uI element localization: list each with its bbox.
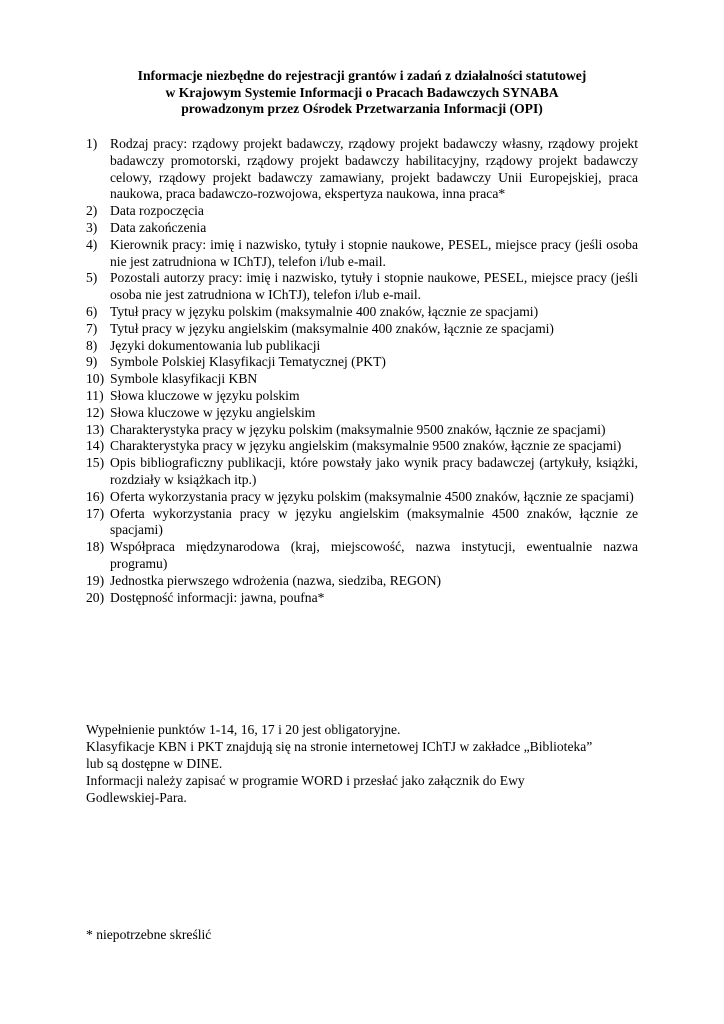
- list-item: [86, 237, 638, 271]
- obligatory-note: Wypełnienie punktów 1-14, 16, 17 i 20 jest obligatoryjne.: [86, 722, 401, 737]
- list-item: [86, 270, 638, 304]
- title-line-2: w Krajowym Systemie Informacji o Pracach Badawczych SYNABA: [165, 84, 559, 100]
- list-item: [86, 371, 638, 388]
- list-item: [86, 506, 638, 540]
- list-item: [86, 422, 638, 439]
- item-number: 17): [86, 505, 105, 521]
- item-text: Charakterystyka pracy w języku angielskim (maksymalnie 9500 znaków, łącznie ze spacjami): [110, 438, 622, 454]
- item-text: Tytuł pracy w języku angielskim (maksymalnie 400 znaków, łącznie ze spacjami): [110, 320, 554, 336]
- title-line-3: prowadzonym przez Ośrodek Przetwarzania Informacji (OPI): [181, 101, 543, 116]
- footnote: * niepotrzebne skreślić: [86, 927, 212, 942]
- list-item: [86, 438, 638, 455]
- list-item: [86, 203, 638, 220]
- item-text: Jednostka pierwszego wdrożenia (nazwa, siedziba, REGON): [110, 572, 442, 588]
- item-number: 12): [86, 404, 105, 420]
- list-item: [86, 590, 638, 607]
- instructions-note-line-2: Godlewskiej-Para.: [86, 790, 187, 806]
- instructions-note-line-1: Informacji należy zapisać w programie WORD i przesłać jako załącznik do Ewy: [86, 773, 525, 789]
- notes-section: [86, 721, 646, 806]
- list-item: [86, 338, 638, 355]
- item-text: Dostępność informacji: jawna, poufna*: [110, 589, 325, 605]
- item-number: 19): [86, 572, 105, 588]
- item-text: Symbole klasyfikacji KBN: [110, 371, 258, 387]
- item-number: 2): [86, 203, 98, 219]
- item-text: Data zakończenia: [110, 219, 207, 235]
- item-number: 14): [86, 438, 105, 454]
- document-title: [86, 68, 638, 118]
- list-item: [86, 455, 638, 489]
- list-item: [86, 405, 638, 422]
- item-number: 18): [86, 539, 105, 555]
- item-text: Współpraca międzynarodowa (kraj, miejscowość, nazwa instytucji, ewentualnie nazwa programu): [110, 539, 638, 571]
- item-text: Opis bibliograficzny publikacji, które powstały jako wynik pracy badawczej (artykuły, książki, rozdziały w książkach itp.): [110, 455, 638, 487]
- list-item: [86, 489, 638, 506]
- item-number: 10): [86, 371, 105, 387]
- item-text: Oferta wykorzystania pracy w języku polskim (maksymalnie 4500 znaków, łącznie ze spacjami): [110, 488, 634, 504]
- list-item: [86, 321, 638, 338]
- title-line-1: Informacje niezbędne do rejestracji grantów i zadań z działalności statutowej: [137, 68, 587, 83]
- item-number: 9): [86, 354, 98, 370]
- item-number: 8): [86, 337, 98, 353]
- requirements-list: [86, 136, 638, 606]
- item-text: Tytuł pracy w języku polskim (maksymalnie 400 znaków, łącznie ze spacjami): [110, 303, 539, 319]
- item-text: Symbole Polskiej Klasyfikacji Tematycznej (PKT): [110, 354, 386, 370]
- item-number: 3): [86, 219, 98, 235]
- item-text: Data rozpoczęcia: [110, 203, 204, 219]
- item-text: Słowa kluczowe w języku angielskim: [110, 404, 316, 420]
- item-text: Rodzaj pracy: rządowy projekt badawczy, rządowy projekt badawczy własny, rządowy projekt badawczy promotorski, rządowy projekt badawczy habilitacyjny, rządowy projekt badawczy celowy, rządowy projekt badawczy zamawiany, projekt badawczy Unii Europejskiej, praca naukowa, praca badawczo-rozwojowa, ekspertyza naukowa, inna praca*: [110, 136, 638, 202]
- item-number: 20): [86, 589, 105, 605]
- item-number: 6): [86, 303, 98, 319]
- list-item: [86, 539, 638, 573]
- item-text: Kierownik pracy: imię i nazwisko, tytuły i stopnie naukowe, PESEL, miejsce pracy (jeśli osoba nie jest zatrudniona w IChTJ), telefon i/lub e-mail.: [110, 236, 638, 269]
- list-item: [86, 573, 638, 590]
- list-item: [86, 136, 638, 203]
- item-number: 5): [86, 270, 98, 286]
- item-number: 7): [86, 320, 98, 336]
- classification-note-line-2: lub są dostępne w DINE.: [86, 756, 223, 772]
- item-number: 15): [86, 455, 105, 471]
- list-item: [86, 220, 638, 237]
- item-text: Języki dokumentowania lub publikacji: [110, 337, 321, 353]
- item-text: Pozostali autorzy pracy: imię i nazwisko, tytuły i stopnie naukowe, PESEL, miejsce pracy (jeśli osoba nie jest zatrudniona w IChTJ), telefon i/lub e-mail.: [110, 270, 638, 303]
- item-number: 13): [86, 421, 105, 437]
- item-text: Słowa kluczowe w języku polskim: [110, 387, 300, 403]
- item-text: Charakterystyka pracy w języku polskim (maksymalnie 9500 znaków, łącznie ze spacjami): [110, 421, 606, 437]
- classification-note-line-1: Klasyfikacje KBN i PKT znajdują się na stronie internetowej IChTJ w zakładce „Biblioteka”: [86, 739, 593, 755]
- list-item: [86, 354, 638, 371]
- item-number: 16): [86, 488, 105, 504]
- list-item: [86, 304, 638, 321]
- item-number: 1): [86, 136, 98, 151]
- item-number: 11): [86, 387, 104, 403]
- item-text: Oferta wykorzystania pracy w języku angielskim (maksymalnie 4500 znaków, łącznie ze spacjami): [110, 505, 638, 538]
- list-item: [86, 388, 638, 405]
- item-number: 4): [86, 236, 98, 252]
